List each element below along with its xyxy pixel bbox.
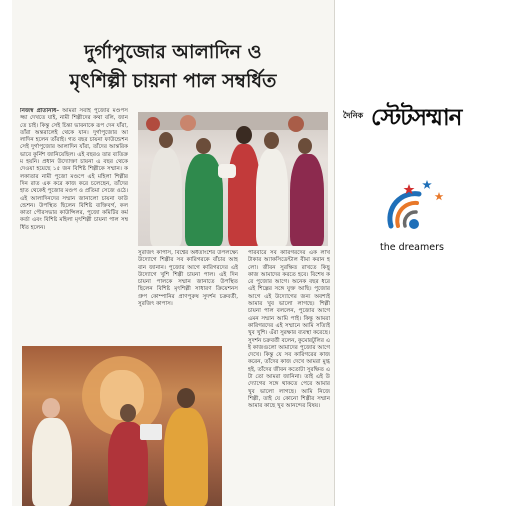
- column-3-text: পরিবারে সব কারিগরদের এক লাখ টাকার অ্যাকসিডেন্টাল বীমা করান হলো। জীবন সুরক্ষিত রাখতে কিছু কাজ আমাদের করতে হবে। বিশেষ করে পুজোর আগে। অনেক বছর ধরে এই শিল্পের সঙ্গে যুক্ত আছি। পুজোর আগে এই উদ্যোগের জন্য অবশ্যই আমার খুব ভালো লাগছে। শিল্পী চায়না পাল বললেন, পুজোর আগে এমন সম্মান আমি পাই। কিন্তু আমরা কারিগরদের এই সম্মানে আমি সত্যিই খুব খুশি। এঁরা সুরক্ষার ব্যবস্থা করেছে। সুদর্শন চক্রবর্তী বলেন, কুমোরটুলির এই কাজগুলো আমাদের পুজোর আগে দেখে। কিন্তু যে সব কারিগরের কাজ করেন, তাঁদের কাজ দেখে আমরা মুগ্ধ হই, তাঁদের জীবন কতোটা সুরক্ষিত এটা তো আমরা জানিনা। তাই এই উদ্যোগের সঙ্গে থাকতে পেরে আমার খুব ভালো লাগছে। আমি নিজে শিল্পী, তাই যে কোনো শিল্পীর সম্মান আমার কাছে খুব আনন্দের বিষয়।: [248, 250, 330, 410]
- dreamers-logo-text: the dreamers: [380, 242, 444, 253]
- masthead-title: স্টেটসম্মান: [371, 104, 462, 131]
- byline: নিজস্ব প্রতিনিধি–: [20, 108, 60, 114]
- event-photo-idol: [22, 346, 222, 506]
- article-column-2: [138, 250, 238, 342]
- masthead-small-word: দৈনিক: [343, 111, 364, 120]
- newspaper-clipping: [12, 0, 334, 506]
- article-column-3: [248, 250, 330, 504]
- masthead: [343, 101, 503, 131]
- column-2-text: সুরজিৎ কাপাস, বিশ্বের অর্ধতাংশের উপলক্ষ্যে উদ্যোগে শিল্পীর সব কারিগরকে বাঁচার আহবান জানান। পুজোর আগে কারিগরদের এই উদ্যোগে খুশি শিল্পী চায়না পাল। এই দিন চায়না পালকে সম্মান জানাতে উপস্থিত ছিলেন বিশিষ্ট মৃৎশিল্পী সাধারণ ক্রিয়েশনস গ্রুপ কোম্পানির প্রাণপুরুষ সুদর্শন চক্রবর্তী, সুরজিৎ কাপাস।: [138, 250, 238, 308]
- event-photo-stage: [138, 112, 328, 246]
- headline-line-1: দুর্গাপুজোর আলাদিন ও: [84, 41, 262, 63]
- headline-line-2: মৃৎশিল্পী চায়না পাল সম্বর্ধিত: [69, 70, 277, 92]
- column-1-text: আমরা সবাই পুজোর মণ্ডপসজ্জা দেখতে যাই, নামী শিল্পীদের কথা বলি, জানতে চাই। কিন্তু সেই চিন্তা ভাবনাকে রূপ দেন যাঁরা, তাঁরা অন্তরালেই থেকে যান। দুর্গাপুজোর আলাদিন হলেন তাঁরাই। গত বছর চায়না ফাউন্ডেশন সেই দুর্গাপুজোর আলাদিন যাঁরা, তাঁদের আন্তরিকভাবে কুর্নিশ জানিয়েছিল। এই বছরও তার ব্যতিক্রম হয়নি। প্রধান উদ্যোক্তা চায়না এ বছর থেকে দেওয়া হয়েছে ১৫ জন বিশিষ্ট শিল্পীকে সম্মান। কলকাতার নামী পুজো মণ্ডপে এই মহিলা শিল্পীর দিন রাত এক করে কাজ করে চলেছেন, তাঁদের হাত থেকেই পুজোর মণ্ডপ ও প্রতিমা সেজে ওঠে। এই আলাদিনদের সম্মান জানালো চায়না ফাউন্ডেশন। উপস্থিত ছিলেন বিশিষ্ট ব্যক্তিবর্গ, কলকাতা পৌরসভার কাউন্সিলর, পুজো কমিটির কর্মকর্তা এবং বিশিষ্ট মহিলা মৃৎশিল্পী চায়না পাল সম্বর্ধিত হলেন।: [20, 108, 128, 231]
- article-column-1: [20, 108, 128, 344]
- dreamers-logo-icon: [381, 178, 451, 238]
